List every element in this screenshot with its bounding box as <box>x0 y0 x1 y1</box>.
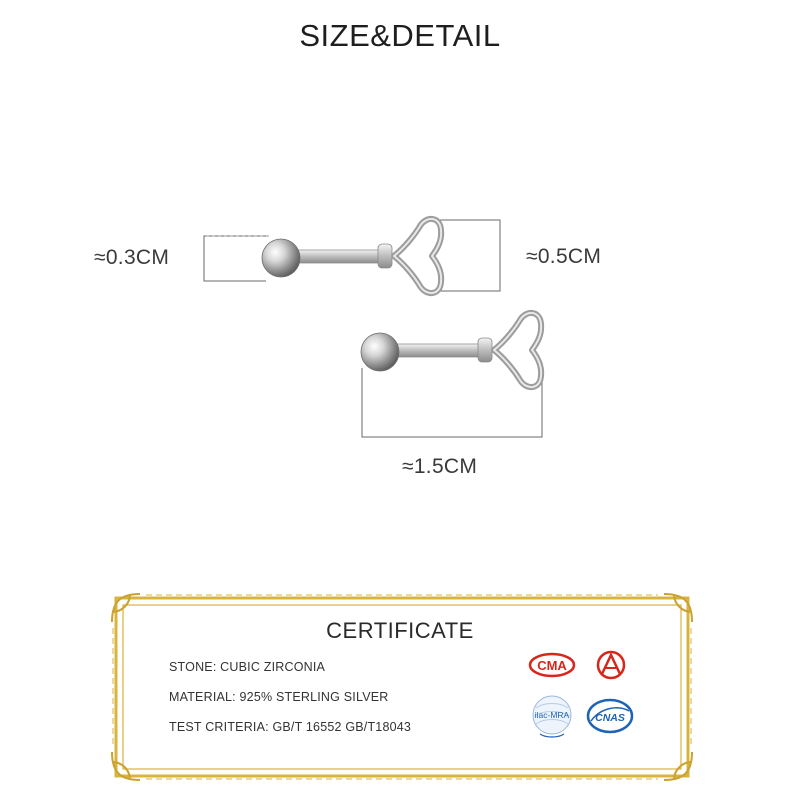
cma-logo-icon <box>528 652 576 678</box>
earring-collar <box>478 338 492 362</box>
page-title: SIZE&DETAIL <box>299 18 501 53</box>
ilac-logo-text: ilac-MRA <box>534 710 570 720</box>
cnas-logo-icon <box>585 697 635 735</box>
length-dimension-bracket <box>362 368 542 437</box>
material-spec: MATERIAL: 925% STERLING SILVER <box>169 690 389 704</box>
test-criteria-spec: TEST CRITERIA: GB/T 16552 GB/T18043 <box>169 720 412 734</box>
cma-logo-text: CMA <box>537 658 567 673</box>
cnas-logo-text: CNAS <box>595 712 625 724</box>
earring-ball <box>361 333 399 371</box>
ball-size-label: ≈0.3CM <box>94 246 170 269</box>
earring-bottom <box>361 313 541 387</box>
earring-ball <box>262 239 300 277</box>
certificate-title: CERTIFICATE <box>326 618 474 643</box>
ilac-mra-logo-icon <box>526 694 578 740</box>
ball-dimension-bracket <box>204 236 266 281</box>
stone-spec: STONE: CUBIC ZIRCONIA <box>169 660 326 674</box>
earring-collar <box>378 244 392 268</box>
length-size-label: ≈1.5CM <box>402 455 478 478</box>
earring-top <box>262 219 441 293</box>
heart-size-label: ≈0.5CM <box>526 245 602 268</box>
cal-logo-icon <box>587 650 635 680</box>
